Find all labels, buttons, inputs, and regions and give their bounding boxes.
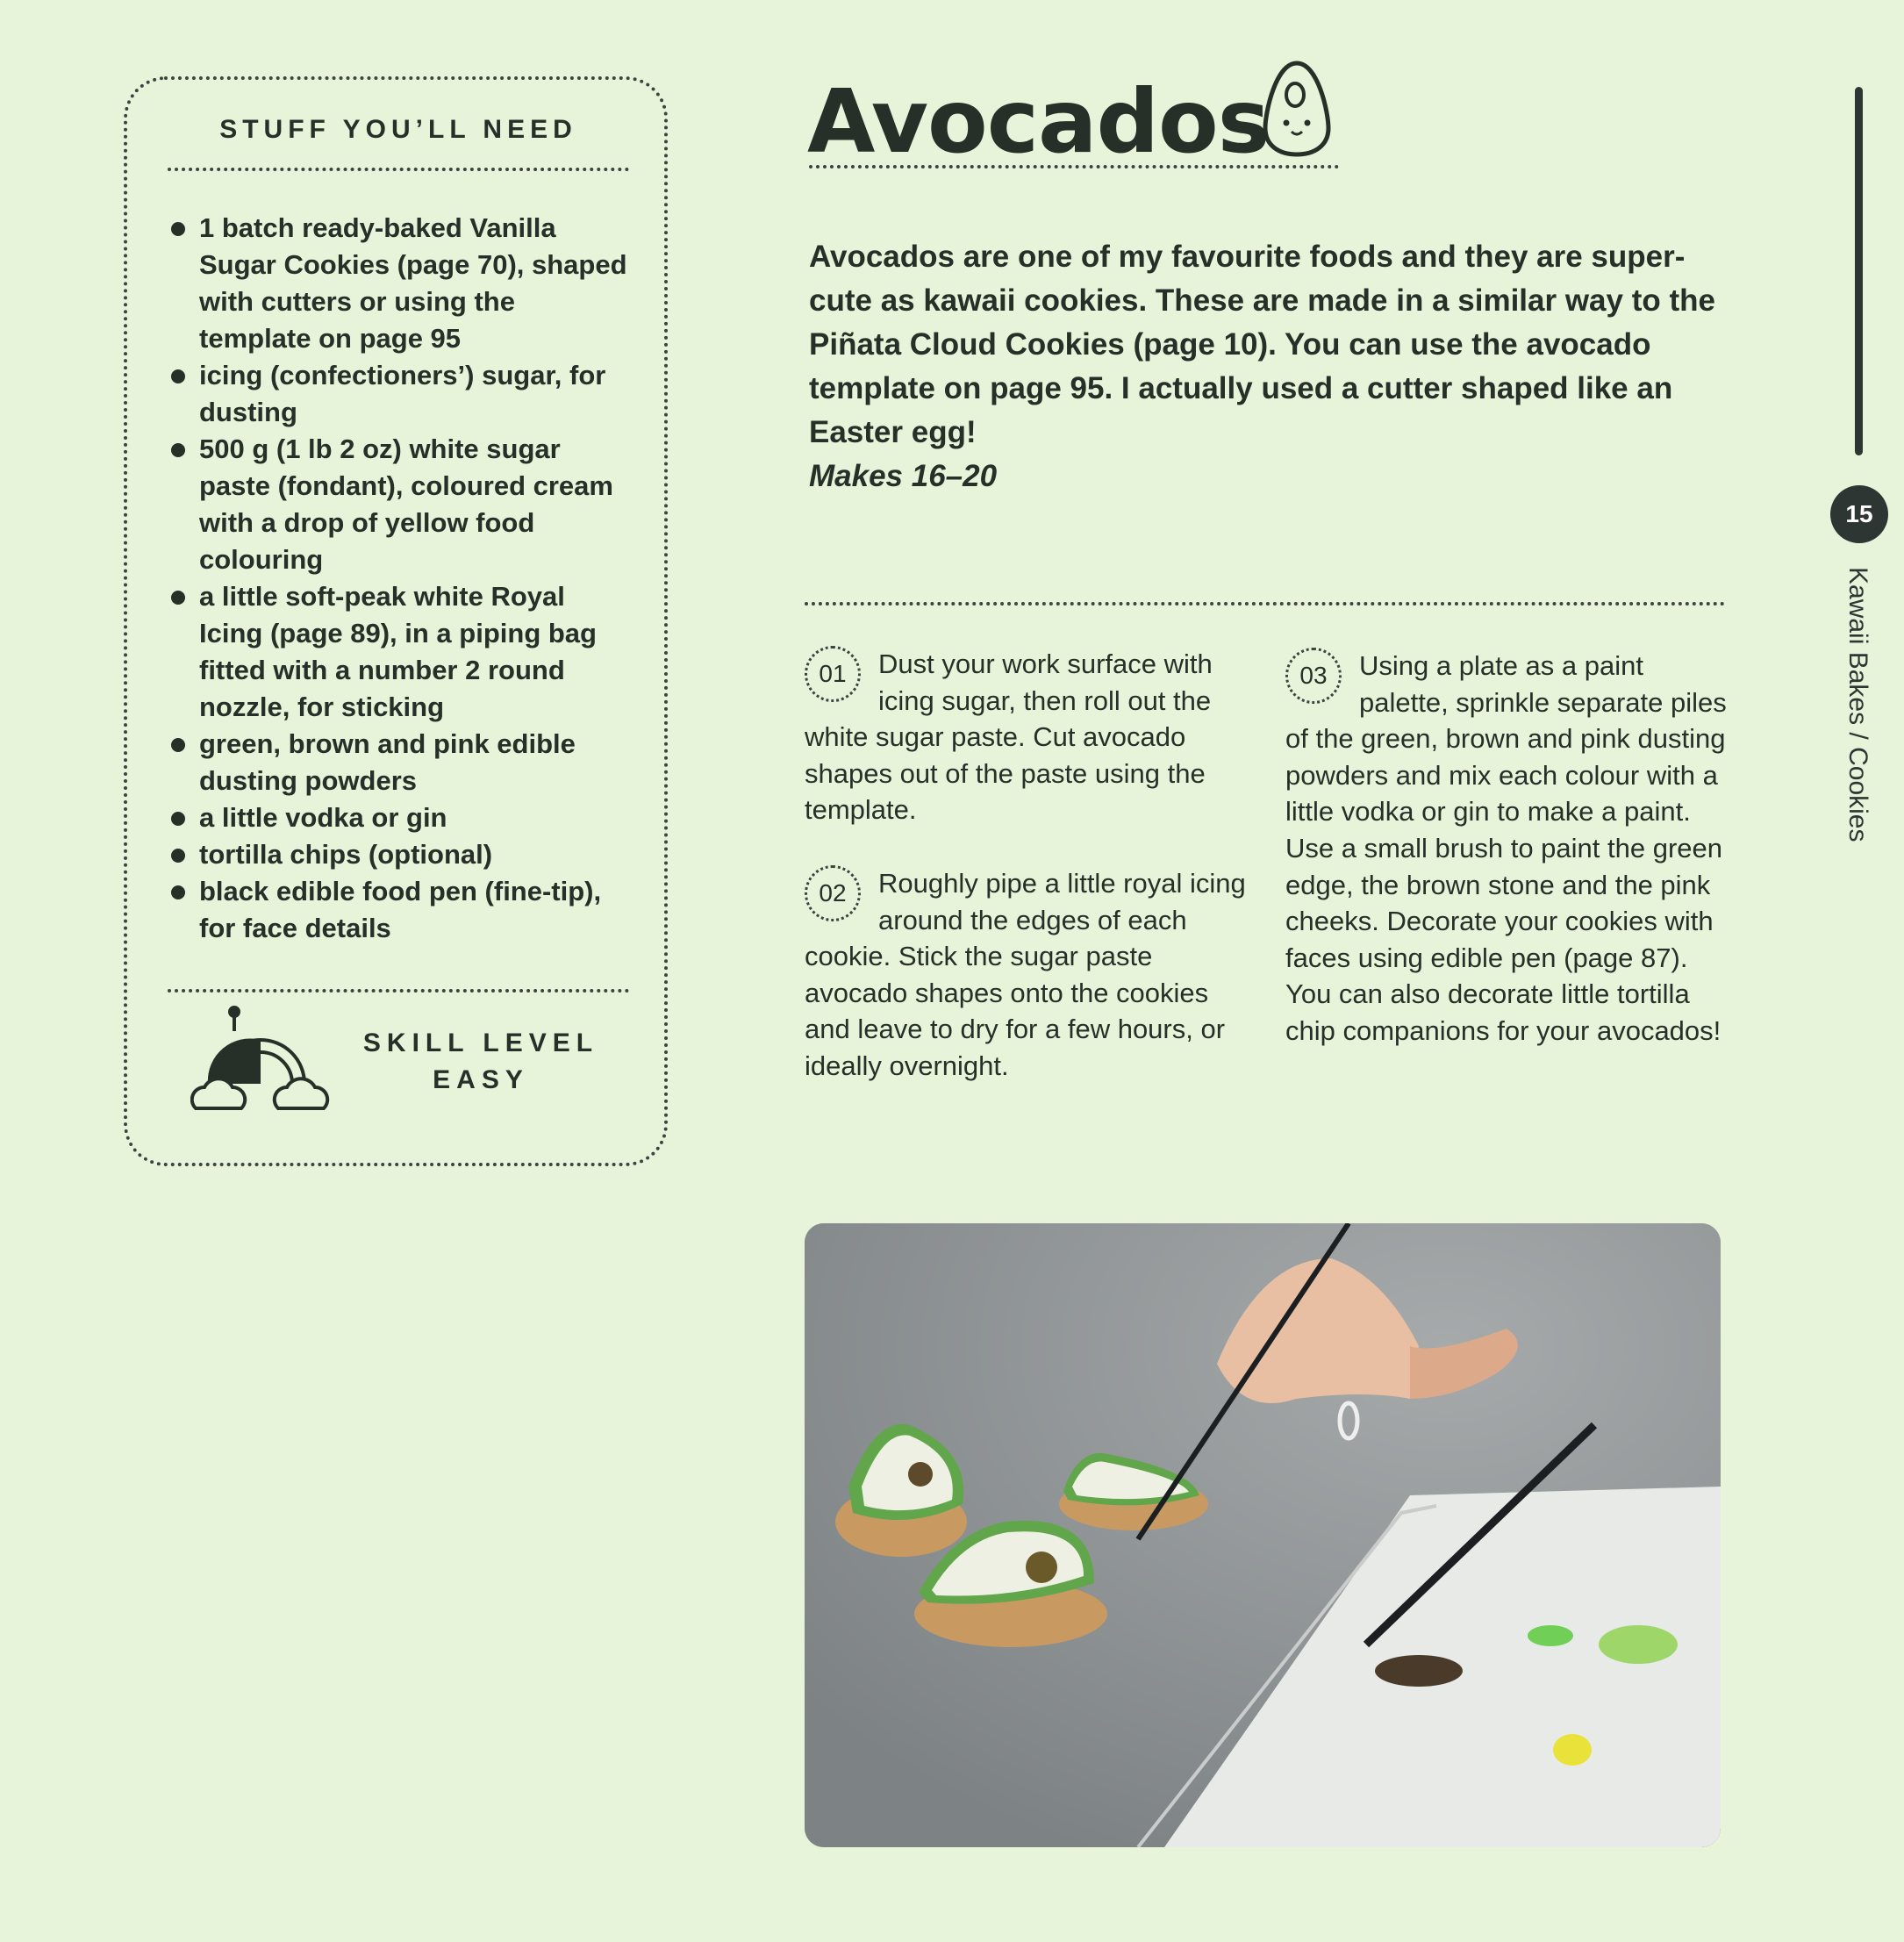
steps-column-1 bbox=[805, 646, 1252, 1085]
list-item: a little soft-peak white Royal Icing (page 89), in a piping bag fitted with a number 2 round nozzle, for sticking bbox=[168, 578, 629, 726]
step-text: Roughly pipe a little royal icing around the edges of each cookie. Stick the sugar paste avocado shapes onto the cookies and leave to dry for a few hours, or ideally overnight. bbox=[805, 867, 1246, 1081]
skill-value: EASY bbox=[433, 1065, 529, 1094]
avocado-icon bbox=[1260, 60, 1334, 158]
steps-column-2 bbox=[1285, 648, 1733, 1050]
list-item: 1 batch ready-baked Vanilla Sugar Cookies (page 70), shaped with cutters or using the template on page 95 bbox=[168, 210, 629, 357]
list-item: tortilla chips (optional) bbox=[168, 836, 629, 873]
step-number: 03 bbox=[1285, 648, 1342, 704]
step-number: 01 bbox=[805, 646, 861, 702]
divider bbox=[168, 989, 629, 992]
intro-paragraph bbox=[809, 235, 1739, 498]
step-2 bbox=[805, 865, 1252, 1085]
step-number: 02 bbox=[805, 865, 861, 921]
section-label: Kawaii Bakes / Cookies bbox=[1843, 567, 1872, 842]
yield-text: Makes 16–20 bbox=[809, 459, 998, 493]
page-title: Avocados bbox=[807, 70, 1270, 173]
rainbow-cloud-icon bbox=[190, 1005, 333, 1119]
ingredient-list bbox=[168, 210, 629, 947]
ingredients-box bbox=[124, 76, 668, 1166]
step-text: Using a plate as a paint palette, sprinkle separate piles of the green, brown and pink dusting powders and mix each colour with a little vodka or gin to make a paint. Use a small brush to paint the green edge, the brown stone and the pink cheeks. Decorate your cookies with faces using edible pen (page 87). You can also decorate little tortilla chip companions for your avocados! bbox=[1285, 650, 1727, 1046]
title-underline bbox=[809, 165, 1339, 168]
step-1 bbox=[805, 646, 1252, 828]
cookie-painting-photo bbox=[805, 1223, 1721, 1847]
photo-illustration bbox=[805, 1223, 1721, 1847]
list-item: black edible food pen (fine-tip), for face details bbox=[168, 873, 629, 947]
step-text: Dust your work surface with icing sugar, then roll out the white sugar paste. Cut avocado shapes out of the paste using the template. bbox=[805, 649, 1213, 826]
margin-bar bbox=[1855, 87, 1863, 455]
list-item: icing (confectioners’) sugar, for dusting bbox=[168, 357, 629, 431]
list-item: green, brown and pink edible dusting powders bbox=[168, 726, 629, 799]
skill-level-row bbox=[168, 1005, 629, 1119]
intro-text: Avocados are one of my favourite foods and they are super-cute as kawaii cookies. These are made in a similar way to the Piñata Cloud Cookies (page 10). You can use the avocado template on page 95. I actually used a cutter shaped like an Easter egg! bbox=[809, 240, 1715, 449]
ingredients-heading: STUFF YOU’LL NEED bbox=[219, 115, 577, 144]
page-number: 15 bbox=[1830, 485, 1888, 543]
skill-label: SKILL LEVEL bbox=[362, 1028, 599, 1057]
skill-level bbox=[333, 1025, 629, 1099]
list-item: 500 g (1 lb 2 oz) white sugar paste (fondant), coloured cream with a drop of yellow food colouring bbox=[168, 431, 629, 578]
step-3 bbox=[1285, 648, 1733, 1050]
divider bbox=[805, 602, 1725, 606]
divider bbox=[168, 168, 629, 171]
list-item: a little vodka or gin bbox=[168, 799, 629, 836]
